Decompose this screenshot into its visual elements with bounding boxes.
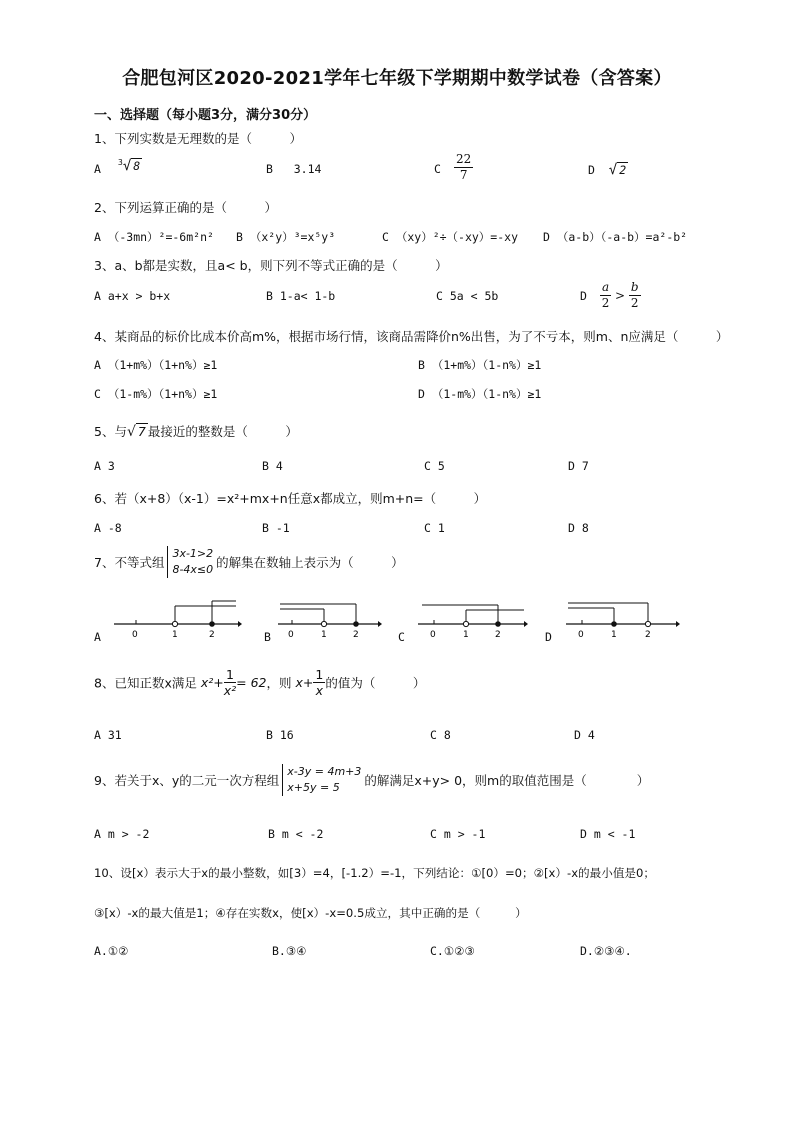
q4-option-c: C （1-m%）（1+n%）≥1 [94, 387, 218, 401]
question-4-stem: 4、某商品的标价比成本价高m%，根据市场行情，该商品需降价n%出售，为了不亏本，则m、n应满足（ ） [94, 329, 729, 344]
q6-option-a: A -8 [94, 521, 122, 535]
question-9-stem: 9、若关于x、y的二元一次方程组 x-3y = 4m+3 x+5y = 5 的解满足x+y> 0，则m的取值范围是（ ） [94, 765, 650, 794]
q3-option-c: C 5a < 5b [436, 289, 499, 303]
q8-option-a: A 31 [94, 728, 122, 742]
q6-option-c: C 1 [424, 521, 445, 535]
q5-option-a: A 3 [94, 459, 115, 473]
q8-option-d: D 4 [574, 728, 595, 742]
tick-label-1: 1 [611, 630, 617, 640]
q8-option-c: C 8 [430, 728, 451, 742]
q10-option-a: A.①② [94, 944, 129, 958]
q4-option-a: A （1+m%）（1+n%）≥1 [94, 358, 218, 372]
q5-option-c: C 5 [424, 459, 445, 473]
q3-option-d-expression: $\frac{a}{2}$ > $\frac{b}{2}$ [601, 280, 639, 310]
q6-option-d: D 8 [568, 521, 589, 535]
q1-option-a-label: A [94, 162, 101, 176]
q1-option-b: B 3.14 [266, 162, 322, 176]
q2-option-b: B （x²y）³=x⁵y³ [236, 230, 336, 244]
tick-label-0: 0 [578, 630, 584, 640]
q9-option-b: B m < -2 [268, 827, 324, 841]
q7-option-c-label: C [398, 630, 405, 644]
question-7-stem: 7、不等式组 3x-1>2 8-4x≤0 的解集在数轴上表示为（ ） [94, 547, 404, 576]
q4-option-b: B （1+m%）（1-n%）≥1 [418, 358, 542, 372]
question-10-line-2: ③[x）-x的最大值是1；④存在实数x，使[x）-x=0.5成立，其中正确的是（ ） [94, 906, 527, 920]
question-6-stem: 6、若（x+8）（x-1）=x²+mx+n任意x都成立，则m+n=（ ） [94, 491, 487, 506]
q8-option-b: B 16 [266, 728, 294, 742]
tick-label-1: 1 [321, 630, 327, 640]
q9-option-d: D m < -1 [580, 827, 636, 841]
q7-option-d-label: D [545, 630, 552, 644]
q2-option-d: D （a-b）（-a-b）=a²-b² [543, 230, 688, 244]
question-10-line-1: 10、设[x）表示大于x的最小整数，如[3）=4，[-1.2）=-1，下列结论：①[0）=0；②[x）-x的最小值是0； [94, 866, 655, 880]
q3-option-b: B 1-a< 1-b [266, 289, 336, 303]
page-title: 合肥包河区2020-2021学年七年级下学期期中数学试卷（含答案） [122, 68, 672, 89]
tick-label-2: 2 [353, 630, 359, 640]
q3-option-d-label: D [580, 289, 587, 303]
q3-option-a: A a+x > b+x [94, 289, 171, 303]
q1-option-c-fraction: $\frac{22}{7}$ [456, 152, 472, 182]
tick-label-0: 0 [430, 630, 436, 640]
q5-option-d: D 7 [568, 459, 589, 473]
q10-option-b: B.③④ [272, 944, 307, 958]
question-3-stem: 3、a、b都是实数，且a< b，则下列不等式正确的是（ ） [94, 258, 448, 273]
question-8-stem: 8、已知正数x满足 x²+ $\frac{1}{\text{x²}}$ = 62，则 x+ $\frac{1}{x}$ 的值为（ ） [94, 667, 426, 698]
q7-option-a-label: A [94, 630, 101, 644]
tick-label-1: 1 [172, 630, 178, 640]
q5-option-b: B 4 [262, 459, 283, 473]
q7-number-line-a [110, 596, 242, 644]
tick-label-0: 0 [288, 630, 294, 640]
q1-option-a: $^3$√ 8 [118, 158, 141, 174]
tick-label-2: 2 [209, 630, 215, 640]
tick-label-1: 1 [463, 630, 469, 640]
q10-option-d: D.②③④. [580, 944, 632, 958]
q2-option-c: C （xy）²÷（-xy）=-xy [382, 230, 519, 244]
question-2-stem: 2、下列运算正确的是（ ） [94, 200, 277, 215]
q9-option-c: C m > -1 [430, 827, 486, 841]
question-1-stem: 1、下列实数是无理数的是（ ） [94, 131, 302, 146]
q1-option-d: D √ 2 [588, 162, 627, 178]
q1-option-c-label: C [434, 162, 441, 176]
q6-option-b: B -1 [262, 521, 290, 535]
section-heading: 一、选择题（每小题3分，满分30分） [94, 108, 317, 123]
q7-number-line-b [274, 596, 384, 644]
q4-option-d: D （1-m%）（1-n%）≥1 [418, 387, 542, 401]
q7-number-line-c [414, 596, 530, 644]
q9-option-a: A m > -2 [94, 827, 150, 841]
tick-label-2: 2 [645, 630, 651, 640]
q2-option-a: A （-3mn）²=-6m²n² [94, 230, 214, 244]
question-5-stem: 5、与√ 7 最接近的整数是（ ） [94, 424, 298, 440]
q7-option-b-label: B [264, 630, 271, 644]
tick-label-2: 2 [495, 630, 501, 640]
q7-number-line-d [562, 596, 682, 644]
q10-option-c: C.①②③ [430, 944, 475, 958]
tick-label-0: 0 [132, 630, 138, 640]
